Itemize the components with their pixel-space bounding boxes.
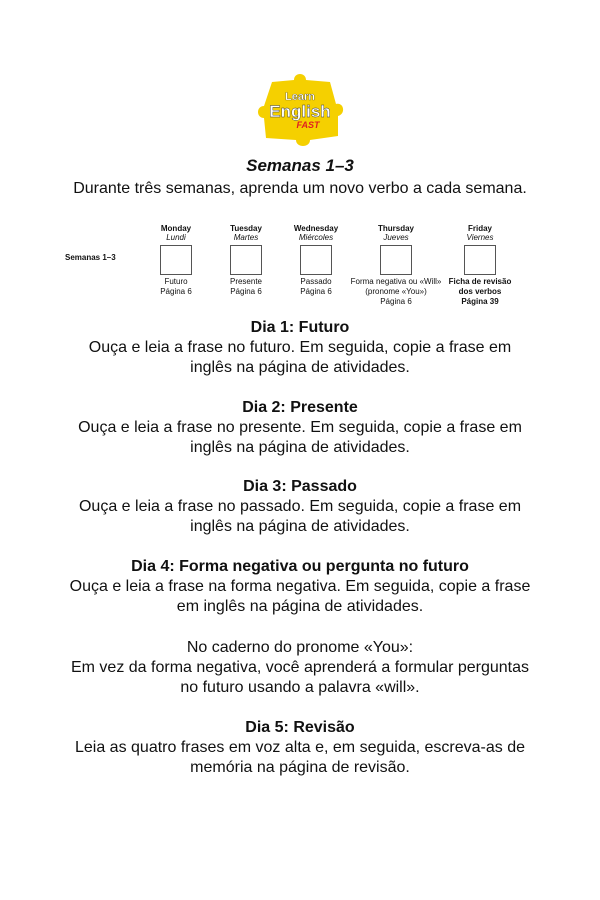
section-heading: Dia 5: Revisão <box>245 719 355 736</box>
section-heading: Dia 2: Presente <box>242 399 358 416</box>
section-line: no futuro usando a palavra «will». <box>180 679 420 696</box>
day-local-name: Lundi <box>166 233 186 242</box>
section-line: inglês na página de atividades. <box>190 518 410 535</box>
learn-english-fast-logo <box>250 70 350 150</box>
section-day-2 <box>0 398 600 458</box>
day-local-name: Viernes <box>466 233 494 242</box>
section-heading: Dia 3: Passado <box>243 478 357 495</box>
section-line: Ouça e leia a frase no futuro. Em seguida, copie a frase em <box>88 339 512 356</box>
logo-word-english: English <box>269 102 331 121</box>
day-header-friday <box>430 224 530 242</box>
caption-friday <box>425 277 535 307</box>
section-day-1 <box>0 318 600 378</box>
caption-line: Futuro <box>164 277 188 286</box>
section-heading: Dia 1: Futuro <box>250 319 350 336</box>
day-name: Tuesday <box>230 224 262 233</box>
section-line: Ouça e leia a frase no passado. Em seguida, copie a frase em <box>78 498 522 515</box>
checkbox-tuesday[interactable] <box>230 245 262 275</box>
section-day-5 <box>0 718 600 778</box>
caption-line: Passado <box>300 277 332 286</box>
caption-line: Ficha de revisão <box>448 277 512 286</box>
day-local-name: Miércoles <box>298 233 334 242</box>
section-line: em inglês na página de atividades. <box>176 598 424 615</box>
section-line: Ouça e leia a frase na forma negativa. Em seguida, copie a frase <box>69 578 531 595</box>
checkbox-monday[interactable] <box>160 245 192 275</box>
logo-word-fast: FAST <box>296 120 320 130</box>
schedule-row-label: Semanas 1–3 <box>65 253 116 262</box>
day-name: Monday <box>160 224 192 233</box>
section-line: inglês na página de atividades. <box>190 359 410 376</box>
caption-line: Página 6 <box>230 287 262 296</box>
caption-line: Forma negativa ou «Will» <box>350 277 442 286</box>
section-line: inglês na página de atividades. <box>190 439 410 456</box>
section-day-3 <box>0 477 600 537</box>
day-name: Wednesday <box>293 224 339 233</box>
section-line: No caderno do pronome «You»: <box>186 639 414 656</box>
page-subtitle: Semanas 1–3 <box>246 156 354 175</box>
caption-line: (pronome «You») <box>365 287 427 296</box>
section-day-4 <box>0 557 600 617</box>
caption-line: Página 6 <box>160 287 192 296</box>
section-line: Leia as quatro frases em voz alta e, em seguida, escreva-as de <box>74 739 525 756</box>
day-name: Friday <box>467 224 492 233</box>
logo-word-learn: Learn <box>285 91 315 103</box>
caption-line: Página 6 <box>380 297 412 306</box>
caption-line: Página 39 <box>461 297 499 306</box>
checkbox-wednesday[interactable] <box>300 245 332 275</box>
section-you-note <box>0 638 600 698</box>
section-line: Em vez da forma negativa, você aprenderá a formular perguntas <box>70 659 530 676</box>
day-local-name: Jueves <box>383 233 409 242</box>
caption-line: Presente <box>229 277 263 286</box>
section-line: Ouça e leia a frase no presente. Em seguida, copie a frase em <box>78 419 522 436</box>
section-line: memória na página de revisão. <box>190 759 410 776</box>
day-name: Thursday <box>377 224 414 233</box>
checkbox-thursday[interactable] <box>380 245 412 275</box>
section-heading: Dia 4: Forma negativa ou pergunta no futuro <box>131 558 469 575</box>
intro-text: Durante três semanas, aprenda um novo verbo a cada semana. <box>73 180 527 197</box>
caption-line: Página 6 <box>300 287 332 296</box>
checkbox-friday[interactable] <box>464 245 496 275</box>
day-local-name: Martes <box>233 233 259 242</box>
caption-line: dos verbos <box>458 287 502 296</box>
